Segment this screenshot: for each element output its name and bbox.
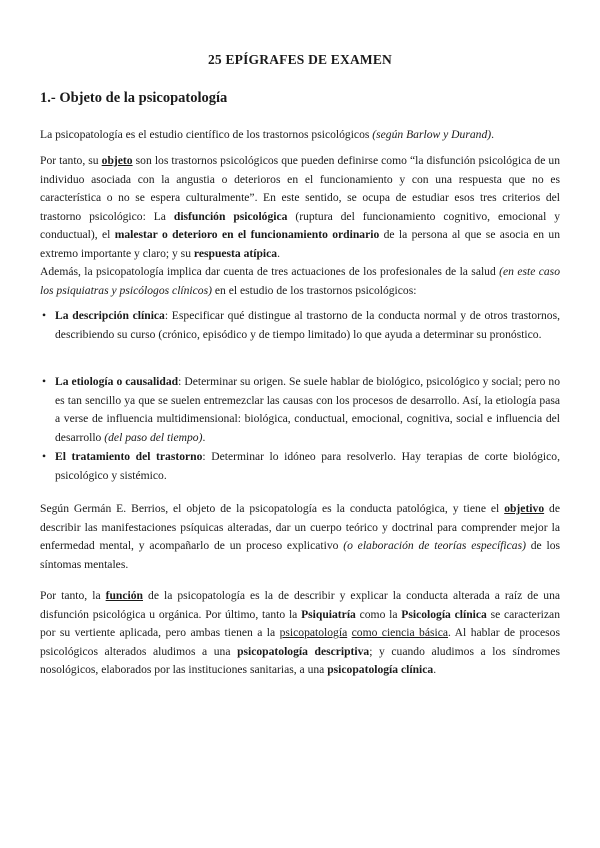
term-malestar: malestar o deterioro en el funcionamiento ordinario bbox=[114, 228, 380, 241]
section-heading: 1.- Objeto de la psicopatología bbox=[40, 90, 228, 106]
bullet-icon: • bbox=[42, 450, 47, 463]
paragraph-actuaciones: Además, la psicopatología implica dar cuenta de tres actuaciones de los profesionales de la salud (en este caso los psiquiatras y psicólogos clínicos) en el estudio de los trastornos psicológicos: bbox=[40, 265, 560, 297]
term-disfuncion: disfunción psicológica bbox=[173, 209, 288, 223]
citation: (según Barlow y Durand) bbox=[372, 128, 492, 141]
paragraph-berrios: Según Germán E. Berrios, el objeto de la psicopatología es la conducta patológica, y tiene el objetivo de describir las manifestaciones psíquicas alteradas, dar un cuerpo teórico y doctrinal para comprender mejor la enfermedad mental, y acompañarlo de un proceso explicativo (o elaboración de teorías específicas) de los síntomas mentales. bbox=[40, 502, 560, 571]
bullet-icon: • bbox=[42, 375, 47, 388]
term-psicopatologia-clinica: psicopatología clínica bbox=[327, 663, 434, 676]
document-title: 25 EPÍGRAFES DE EXAMEN bbox=[207, 52, 393, 67]
term-objetivo: objetivo bbox=[504, 502, 545, 515]
term-funcion: función bbox=[105, 589, 143, 602]
term-psicopatologia-descriptiva: psicopatología descriptiva bbox=[237, 644, 370, 658]
term-psicologia-clinica: Psicología clínica bbox=[401, 607, 487, 621]
term-respuesta-atipica: respuesta atípica bbox=[193, 246, 278, 260]
paragraph-funcion: Por tanto, la función de la psicopatología es la de describir y explicar la conducta alterada a raíz de una disfunción psicológica u orgánica. Por último, tanto la Psiquiatría como la Psicología clínica se caracterizan por su vertiente aplicada, pero ambas tienen a la psicopatología como ciencia básica. Al hablar de procesos psicológicos alterados aludimos a una psicopatología descriptiva; y cuando aludimos a los síndromes nosológicos, elaborados por las instituciones sanitarias, a una psicopatología clínica. bbox=[40, 589, 561, 676]
paragraph-objeto: Por tanto, su objeto son los trastornos psicológicos que pueden definirse como “la disfunción psicológica de un individuo asociada con la angustia o deterioros en el funcionamiento y con una respuesta que no es característica o no se espera culturalmente”. En este sentido, se ocupa de estudiar esos tres criterios del trastorno psicológico: La disfunción psicológica (ruptura del funcionamiento cognitivo, emocional y conductual), el malestar o deterioro en el funcionamiento ordinario de la persona al que se asocia en un extremo importante y claro; y su respuesta atípica. bbox=[40, 154, 560, 260]
paragraph-definition: La psicopatología es el estudio científico de los trastornos psicológicos (según Barlow y Durand). bbox=[40, 128, 495, 141]
list-item: • El tratamiento del trastorno: Determinar lo idóneo para resolverlo. Hay terapias de corte biológico, psicológico y sistémico. bbox=[42, 450, 560, 482]
list-item: • La etiología o causalidad: Determinar su origen. Se suele hablar de biológico, psicológico y social; pero no es tan sencillo ya que se suelen entremezclar las causas con los procesos de desarrollo. Así, la etiología pasa a verse de influencia multidimensional: biológica, conductual, emocional, cognitiva, social e influencia del desarrollo (del paso del tiempo). bbox=[42, 375, 560, 444]
term-objeto: objeto bbox=[101, 154, 133, 167]
list-item: • La descripción clínica: Especificar qué distingue al trastorno de la conducta normal y de otros trastornos, describiendo su curso (crónico, episódico y de tiempo limitado) lo que ayuda a determinar su pronóstico. bbox=[42, 309, 560, 341]
term-psiquiatria: Psiquiatría bbox=[301, 607, 356, 621]
bullet-icon: • bbox=[42, 309, 47, 322]
